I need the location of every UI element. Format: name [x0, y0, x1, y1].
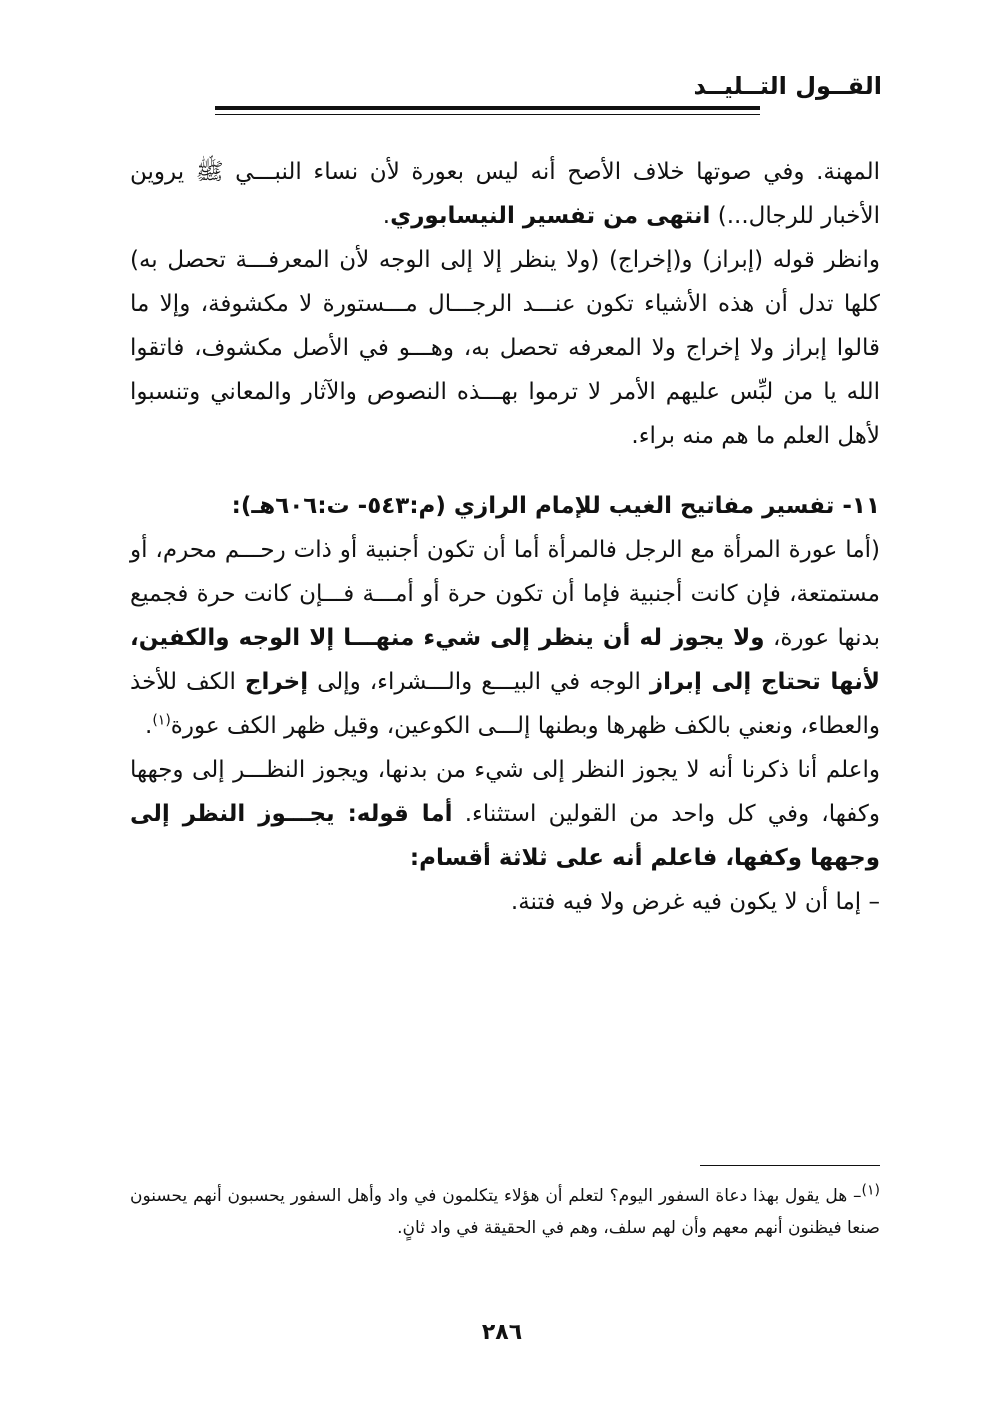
paragraph-text: المهنة. وفي صوتها خلاف الأصح أنه ليس بعورة لأن نساء النبـــي ﷺ يروين الأخبار للرجال...) — [130, 159, 880, 229]
footnote-reference[interactable]: (١) — [152, 712, 171, 729]
bold-text: أما قوله: يجـــوز النظر إلى وجهها وكفها، فاعلم أنه على ثلاثة أقسام: — [130, 801, 880, 871]
paragraph-text: . — [145, 713, 153, 739]
section-heading-razi: ١١- تفسير مفاتيح الغيب للإمام الرازي (م:٥٤٣- ت:٦٠٦هـ): — [231, 493, 880, 519]
bold-text: ولا يجوز له أن ينظر إلى شيء منهـــا إلا الوجه والكفين، لأنها تحتاج إلى إبراز — [130, 625, 880, 695]
footnote-text: – هل يقول بهذا دعاة السفور اليوم؟ لتعلم أن هؤلاء يتكلمون في واد وأهل السفور يحسبون أنهم يحسنون صنعا فيظنون أنهم معهم وأن لهم سلف، وهم في الحقيقة في واد ثانٍ. — [130, 1186, 880, 1238]
paragraph-text: الكف للأخذ والعطاء، ونعني بالكف ظهرها وبطنها إلـــى الكوعين، وقيل ظهر الكف عورة — [130, 669, 880, 739]
paragraph-text: الوجه في البيـــع والـــشراء، وإلى — [308, 669, 650, 695]
footnote-marker: (١) — [861, 1182, 880, 1199]
header-rule-thick — [215, 106, 760, 110]
footnote — [130, 1180, 880, 1244]
header-rule-thin — [215, 114, 760, 115]
page-number: ٢٨٦ — [481, 1320, 523, 1345]
paragraph-text: واعلم أنا ذكرنا أنه لا يجوز النظر إلى شيء من بدنها، ويجوز النظـــر إلى وجهها وكفها، وفي كل واحد من القولين استثناء. — [130, 757, 880, 827]
paragraph-razi-quote — [130, 528, 880, 748]
body-text — [130, 150, 880, 924]
paragraph-commentary: وانظر قوله (إبراز) و(إخراج) (ولا ينظر إلا إلى الوجه لأن المعرفـــة تحصل به) كلها تدل أن هذه الأشياء تكون عنـــد الرجـــال مـــستورة لا مكشوفة، وإلا ما قالوا إبراز ولا إخراج ولا المعرفه تحصل به، وهـــو في الأصل مكشوف، فاتقوا الله يا من لبِّس عليهم الأمر لا ترموا بهـــذه النصوص والآثار والمعاني وتنسبوا لأهل العلم ما هم منه براء. — [130, 247, 880, 449]
list-item: – إما أن لا يكون فيه غرض ولا فيه فتنة. — [510, 889, 880, 915]
running-header-title: القــول التــليــد — [693, 72, 882, 100]
bold-text: انتهى من تفسير النيسابوري — [390, 203, 711, 229]
bold-text: إخراج — [244, 669, 309, 695]
paragraph-text: . — [382, 203, 391, 229]
footnote-separator — [700, 1165, 880, 1166]
paragraph-text: (أما عورة المرأة مع الرجل فالمرأة أما أن تكون أجنبية أو ذات رحـــم محرم، أو مستمتعة، فإن كانت أجنبية فإما أن تكون حرة أو أمـــة فـــإن كانت حرة فجميع بدنها عورة، — [130, 537, 881, 651]
paragraph-explanation — [130, 748, 880, 880]
paragraph-naysaburi-quote — [130, 150, 880, 238]
section-gap — [130, 458, 880, 484]
